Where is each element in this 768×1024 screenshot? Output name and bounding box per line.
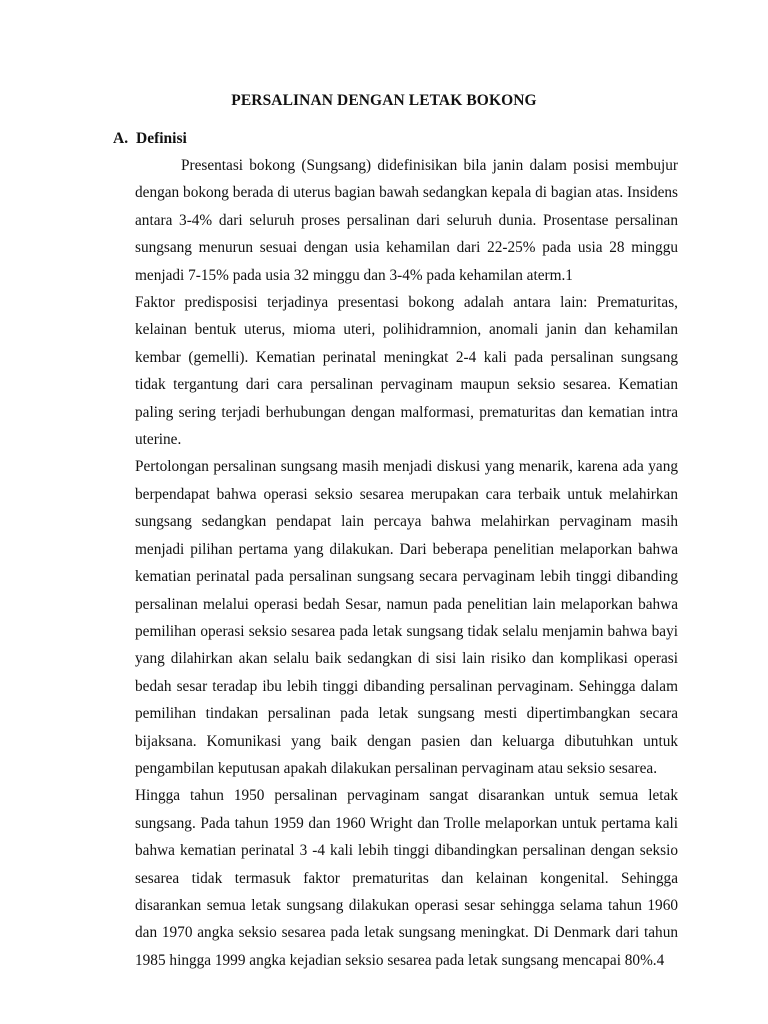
- paragraph-4: Hingga tahun 1950 persalinan pervaginam sangat disarankan untuk semua letak sungsang. Pada tahun 1959 dan 1960 Wright dan Trolle melaporkan untuk pertama kali bahwa kematian perinatal 3 -4 kali lebih tinggi dibandingkan persalinan dengan seksio sesarea tidak termasuk faktor prematuritas dan kelainan kongenital. Sehingga disarankan semua letak sungsang dilakukan operasi sesar sehingga selama tahun 1960 dan 1970 angka seksio sesarea pada letak sungsang meningkat. Di Denmark dari tahun 1985 hingga 1999 angka kejadian seksio sesarea pada letak sungsang mencapai 80%.4: [135, 787, 678, 969]
- paragraph-2: Faktor predisposisi terjadinya presentasi bokong adalah antara lain: Prematuritas, kelainan bentuk uterus, mioma uteri, polihidramnion, anomali janin dan kehamilan kembar (gemelli). Kematian perinatal meningkat 2-4 kali pada persalinan sungsang tidak tergantung dari cara persalinan pervaginam maupun seksio sesarea. Kematian paling sering terjadi berhubungan dengan malformasi, prematuritas dan kematian intra uterine.: [135, 294, 678, 449]
- section-heading-text: Definisi: [136, 130, 187, 147]
- paragraph-1: Presentasi bokong (Sungsang) didefinisikan bila janin dalam posisi membujur dengan bokong berada di uterus bagian bawah sedangkan kepala di bagian atas. Insidens antara 3-4% dari seluruh proses persalinan dari seluruh dunia. Prosentase persalinan sungsang menurun sesuai dengan usia kehamilan dari 22-25% pada usia 28 minggu menjadi 7-15% pada usia 32 minggu dan 3-4% pada kehamilan aterm.1: [135, 157, 678, 284]
- section-number: A.: [113, 130, 129, 147]
- section-heading: [113, 130, 187, 148]
- document-title: PERSALINAN DENGAN LETAK BOKONG: [231, 92, 537, 109]
- body-text: [135, 152, 678, 974]
- paragraph-3: Pertolongan persalinan sungsang masih menjadi diskusi yang menarik, karena ada yang berpendapat bahwa operasi seksio sesarea merupakan cara terbaik untuk melahirkan sungsang sedangkan pendapat lain percaya bahwa melahirkan pervaginam masih menjadi pilihan pertama yang dilakukan. Dari beberapa penelitian melaporkan bahwa kematian perinatal pada persalinan sungsang secara pervaginam lebih tinggi dibanding persalinan melalui operasi bedah Sesar, namun pada penelitian lain melaporkan bahwa pemilihan operasi seksio sesarea pada letak sungsang tidak selalu menjamin bahwa bayi yang dilahirkan akan selalu baik sedangkan di sisi lain risiko dan komplikasi operasi bedah sesar teradap ibu lebih tinggi dibanding persalinan pervaginam. Sehingga dalam pemilihan tindakan persalinan pada letak sungsang mesti dipertimbangkan secara bijaksana. Komunikasi yang baik dengan pasien dan keluarga dibutuhkan untuk pengambilan keputusan apakah dilakukan persalinan pervaginam atau seksio sesarea.: [135, 458, 678, 777]
